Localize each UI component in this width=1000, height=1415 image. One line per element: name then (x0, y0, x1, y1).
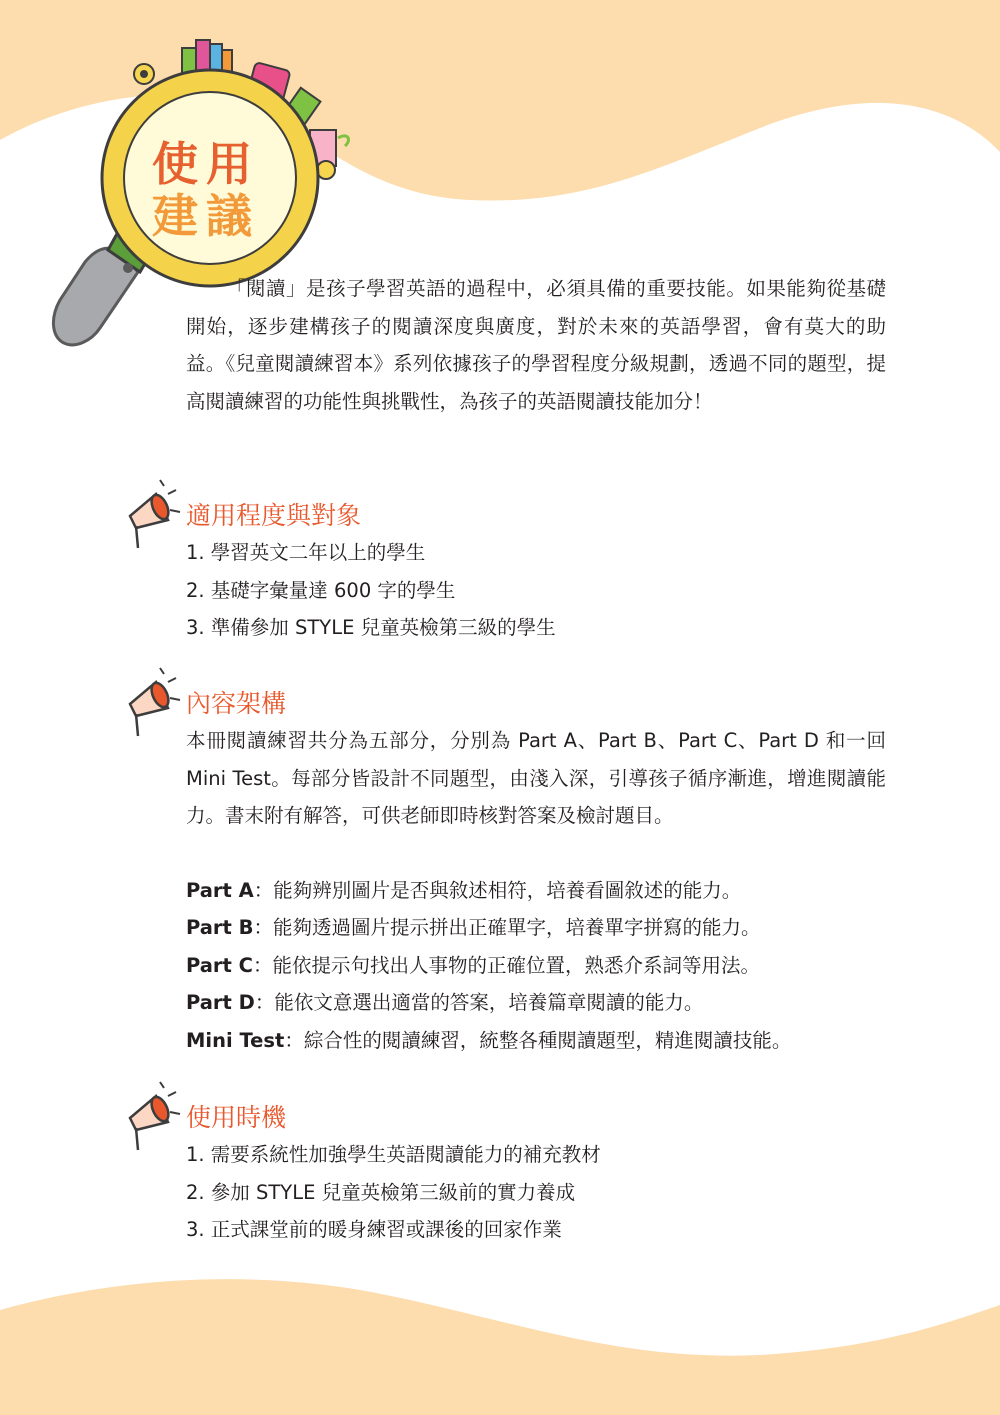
list-item: 2. 基礎字彙量達 600 字的學生 (186, 578, 456, 602)
badge-title-line1: 使用 (152, 137, 260, 191)
list-item: 3. 正式課堂前的暖身練習或課後的回家作業 (186, 1218, 562, 1241)
intro-paragraph: 「閱讀」是孩子學習英語的過程中，必須具備的重要技能。如果能夠從基礎開始，逐步建構孩子的閱讀深度與廣度，對於未來的英語學習，會有莫大的助益。《兒童閱讀練習本》系列依據孩子的學習程度分級規劃，透過不同的題型，提高閱讀練習的功能性與挑戰性，為孩子的英語閱讀技能加分！ (186, 277, 886, 413)
timing-list (186, 1136, 886, 1249)
list-item (186, 984, 886, 1022)
section-title-audience: 適用程度與對象 (186, 501, 362, 530)
list-item: 1. 需要系統性加強學生英語閱讀能力的補充教材 (186, 1143, 601, 1166)
list-item: 2. 參加 STYLE 兒童英檢第三級前的實力養成 (186, 1180, 576, 1204)
structure-paragraph: 本冊閱讀練習共分為五部分，分別為 Part A、Part B、Part C、Part D 和一回 Mini Test。每部分皆設計不同題型，由淺入深，引導孩子循序漸進，增進閱讀能力。書末附有解答，可供老師即時核對答案及檢討題目。 (186, 729, 886, 827)
part-desc: ：能夠辨別圖片是否與敘述相符，培養看圖敘述的能力。 (253, 878, 742, 902)
audience-list (186, 534, 886, 647)
parts-list (186, 872, 886, 1060)
part-desc: ：能依提示句找出人事物的正確位置，熟悉介系詞等用法。 (252, 953, 760, 977)
megaphone-icon (120, 664, 184, 750)
section-title-structure: 內容架構 (186, 689, 287, 718)
megaphone-icon (120, 476, 184, 562)
part-desc: ：能依文意選出適當的答案，培養篇章閱讀的能力。 (254, 991, 704, 1014)
part-name: Part C (186, 953, 253, 977)
badge-title-line2: 建議 (152, 189, 260, 243)
structure-body (186, 722, 886, 1059)
list-item (186, 947, 886, 985)
bottom-wave (0, 1279, 1000, 1415)
part-desc: ：能夠透過圖片提示拼出正確單字，培養單字拼寫的能力。 (253, 916, 761, 939)
list-item (186, 1022, 886, 1060)
part-name: Part A (186, 878, 254, 902)
part-name: Part D (186, 991, 255, 1014)
list-item: 1. 學習英文二年以上的學生 (186, 541, 426, 564)
list-item (186, 872, 886, 910)
part-name: Mini Test (186, 1028, 285, 1052)
list-item (186, 909, 886, 947)
part-name: Part B (186, 916, 254, 939)
list-item: 3. 準備參加 STYLE 兒童英檢第三級的學生 (186, 616, 556, 639)
part-desc: ：綜合性的閱讀練習，統整各種閱讀題型，精進閱讀技能。 (284, 1028, 792, 1052)
section-title-timing: 使用時機 (186, 1103, 287, 1132)
megaphone-icon (120, 1078, 184, 1164)
